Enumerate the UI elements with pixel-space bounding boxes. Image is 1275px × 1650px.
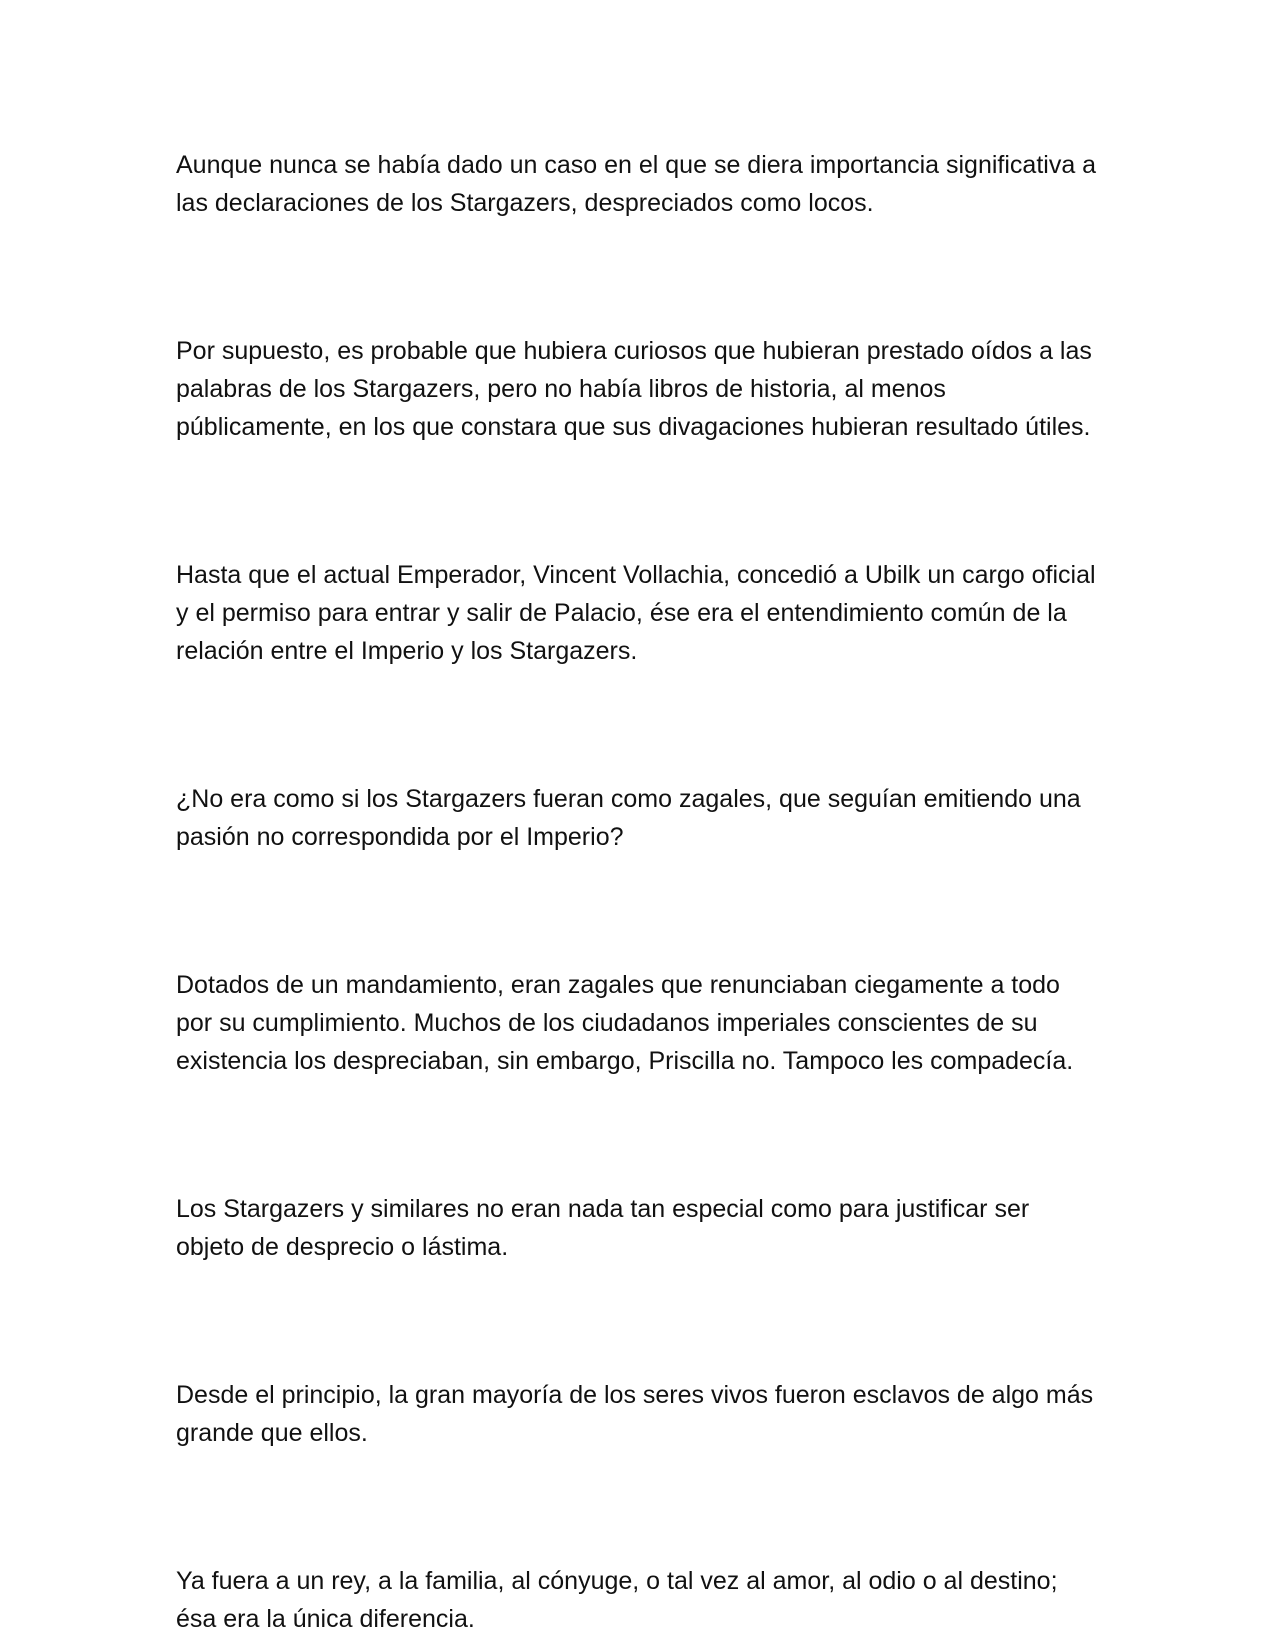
paragraph-2: Por supuesto, es probable que hubiera curiosos que hubieran prestado oídos a las palabras de los Stargazers, pero no había libros de historia, al menos públicamente, en los que constara que sus divagaciones hubieran resultado útiles. [176, 337, 1092, 441]
paragraph-6: Los Stargazers y similares no eran nada tan especial como para justificar ser objeto de desprecio o lástima. [176, 1195, 1030, 1261]
paragraph-1: Aunque nunca se había dado un caso en el que se diera importancia significativa a las declaraciones de los Stargazers, despreciados como locos. [176, 151, 1097, 217]
paragraph-4: ¿No era como si los Stargazers fueran como zagales, que seguían emitiendo una pasión no correspondida por el Imperio? [176, 785, 1081, 851]
document-body [176, 146, 1101, 1638]
paragraph-7: Desde el principio, la gran mayoría de los seres vivos fueron esclavos de algo más grande que ellos. [176, 1381, 1094, 1447]
paragraph-5: Dotados de un mandamiento, eran zagales que renunciaban ciegamente a todo por su cumplimiento. Muchos de los ciudadanos imperiales conscientes de su existencia los despreciaban, sin embargo, Priscilla no. Tampoco les compadecía. [176, 971, 1074, 1075]
paragraph-3: Hasta que el actual Emperador, Vincent Vollachia, concedió a Ubilk un cargo oficial y el permiso para entrar y salir de Palacio, ése era el entendimiento común de la relación entre el Imperio y los Stargazers. [176, 561, 1096, 665]
paragraph-8: Ya fuera a un rey, a la familia, al cónyuge, o tal vez al amor, al odio o al destino; ésa era la única diferencia. [176, 1567, 1058, 1633]
